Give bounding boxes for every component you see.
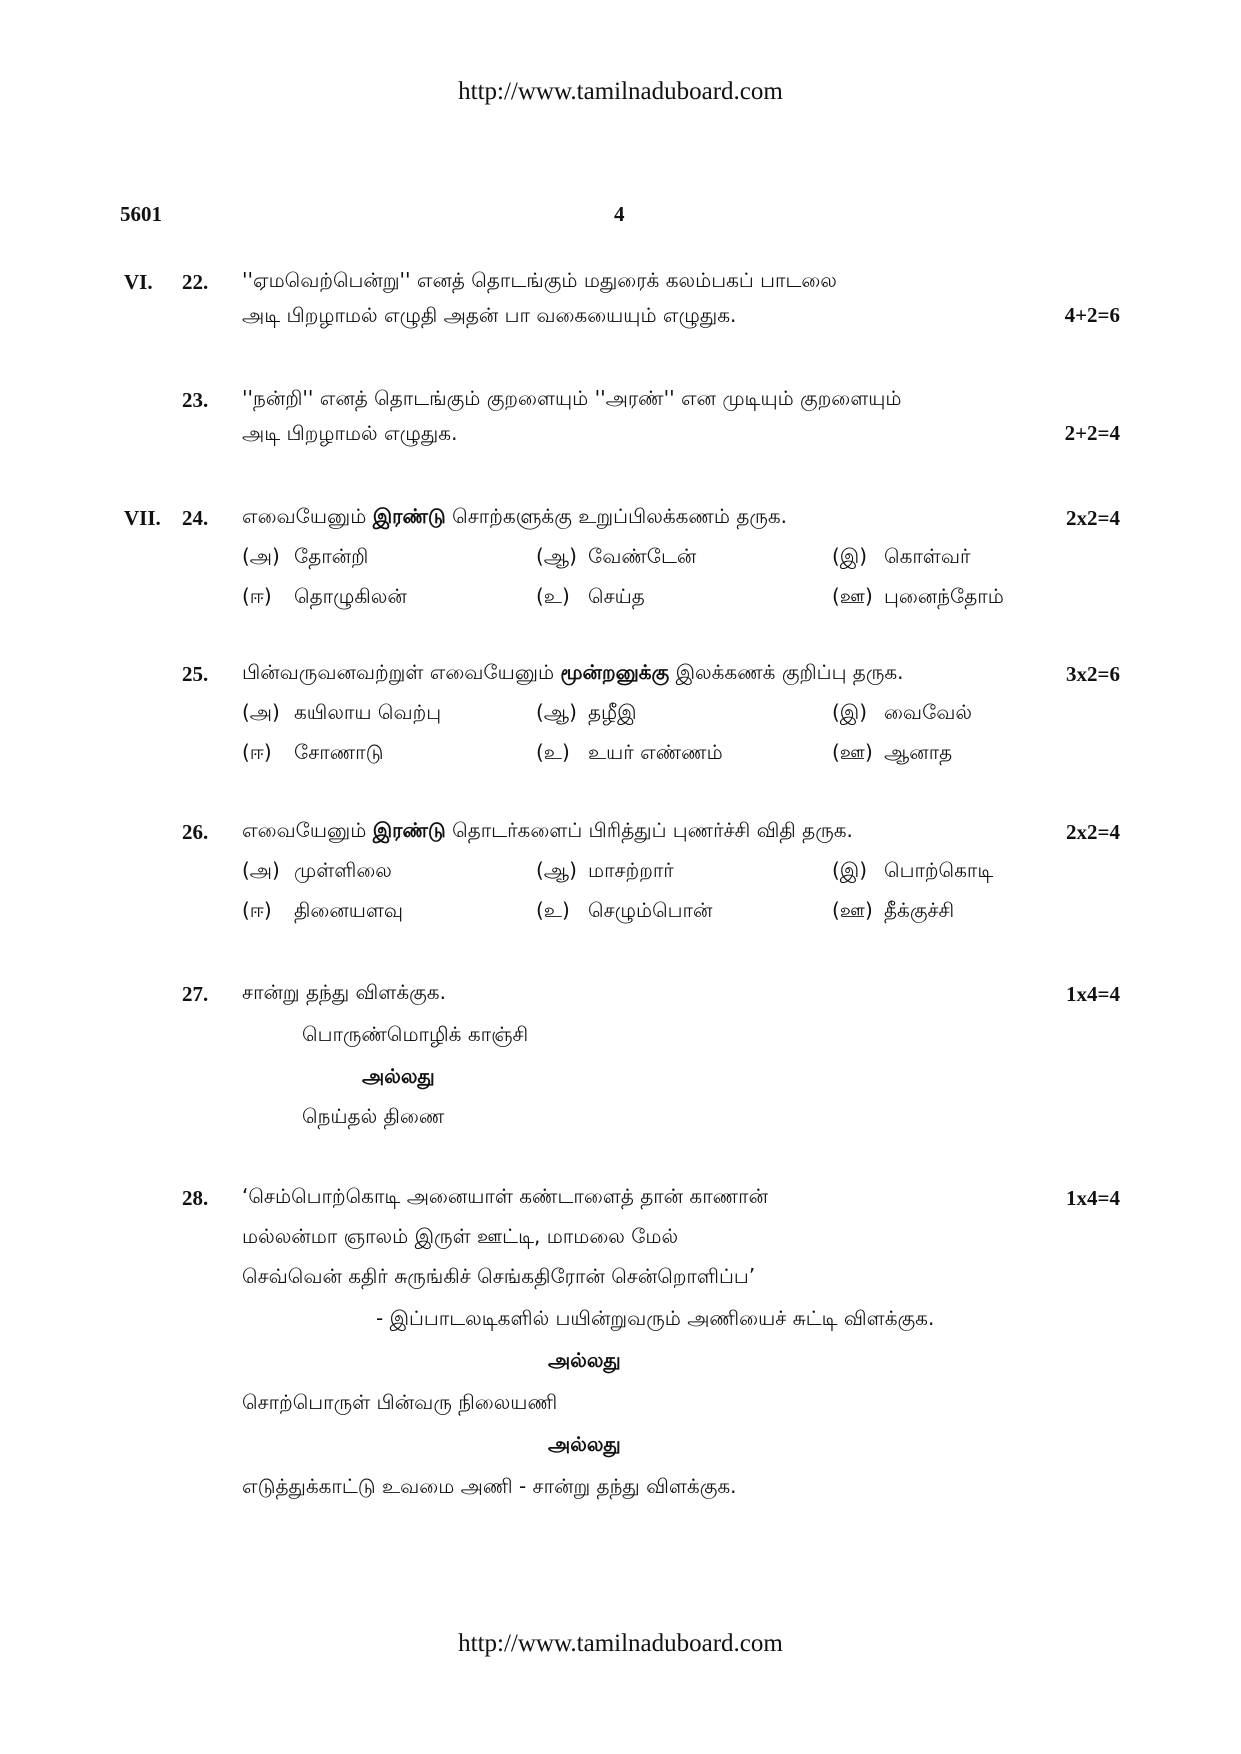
q25-option-u: (உ) உயர் எண்ணம் — [536, 740, 723, 764]
q23-marks: 2+2=4 — [1064, 421, 1120, 445]
q25-number: 25. — [182, 662, 209, 686]
q25-marks: 3x2=6 — [1066, 662, 1120, 686]
page-number: 4 — [614, 202, 625, 226]
q27-marks: 1x4=4 — [1066, 982, 1120, 1006]
q23-number: 23. — [182, 388, 209, 412]
q24-option-uu: (ஊ) புனைந்தோம் — [832, 584, 1004, 608]
section-vi: VI. — [124, 270, 153, 294]
q22-line1: ''ஏமவெற்பென்று'' எனத் தொடங்கும் மதுரைக் கலம்பகப் பாடலை — [242, 268, 837, 292]
q24-marks: 2x2=4 — [1066, 506, 1120, 530]
q26-option-uu: (ஊ) தீக்குச்சி — [832, 898, 955, 922]
q26-option-u: (உ) செழும்பொன் — [536, 898, 713, 922]
q27-number: 27. — [182, 982, 209, 1006]
q25-option-aa: (ஆ) தழீஇ — [536, 700, 637, 724]
q28-number: 28. — [182, 1186, 209, 1210]
q26-option-aa: (ஆ) மாசற்றார் — [536, 858, 674, 882]
paper-code: 5601 — [120, 202, 162, 226]
q28-verse2: மல்லன்மா ஞாலம் இருள் ஊட்டி, மாமலை மேல் — [242, 1224, 679, 1248]
q27-or: அல்லது — [362, 1064, 435, 1088]
q24-option-ii: (ஈ) தொழுகிலன் — [242, 584, 407, 608]
q26-number: 26. — [182, 820, 209, 844]
q28-option2: சொற்பொருள் பின்வரு நிலையணி — [242, 1390, 558, 1414]
q26-question: எவையேனும் இரண்டு தொடர்களைப் பிரித்துப் புணர்ச்சி விதி தருக. — [242, 818, 853, 842]
q24-option-aa: (ஆ) வேண்டேன் — [536, 544, 697, 568]
q23-line1: ''நன்றி'' எனத் தொடங்கும் குறளையும் ''அரண்'' என முடியும் குறளையும் — [242, 386, 902, 410]
q25-option-uu: (ஊ) ஆனாத — [832, 740, 953, 764]
q26-option-a: (அ) முள்ளிலை — [242, 858, 392, 882]
q24-number: 24. — [182, 506, 209, 530]
q24-pre: எவையேனும் — [242, 504, 373, 528]
q24-option-u: (உ) செய்த — [536, 584, 645, 608]
header-url: http://www.tamilnaduboard.com — [458, 78, 783, 105]
q28-or2: அல்லது — [548, 1432, 621, 1456]
q26-option-ii: (ஈ) தினையளவு — [242, 898, 404, 922]
q22-line2: அடி பிறழாமல் எழுதி அதன் பா வகையையும் எழுதுக. — [242, 303, 737, 327]
q27-option1: பொருண்மொழிக் காஞ்சி — [302, 1022, 529, 1046]
q25-option-i: (இ) வைவேல் — [832, 700, 973, 724]
q22-number: 22. — [182, 270, 209, 294]
section-vii: VII. — [124, 506, 161, 530]
q28-option3: எடுத்துக்காட்டு உவமை அணி - சான்று தந்து விளக்குக. — [242, 1474, 737, 1498]
q27-question: சான்று தந்து விளக்குக. — [242, 980, 446, 1004]
q25-option-a: (அ) கயிலாய வெற்பு — [242, 700, 442, 724]
q28-or1: அல்லது — [548, 1348, 621, 1372]
q28-verse1: ‘செம்பொற்கொடி அனையாள் கண்டாளைத் தான் காணான் — [242, 1184, 768, 1208]
q24-question — [242, 504, 787, 531]
q26-marks: 2x2=4 — [1066, 820, 1120, 844]
q27-option2: நெய்தல் திணை — [302, 1104, 445, 1128]
q26-option-i: (இ) பொற்கொடி — [832, 858, 994, 882]
footer-url: http://www.tamilnaduboard.com — [458, 1630, 783, 1657]
q24-bold: இரண்டு — [372, 504, 446, 528]
q28-marks: 1x4=4 — [1066, 1186, 1120, 1210]
q28-verse3: செவ்வென் கதிர் சுருங்கிச் செங்கதிரோன் சென்றொளிப்ப’ — [242, 1264, 756, 1288]
q25-question: பின்வருவனவற்றுள் எவையேனும் மூன்றனுக்கு இலக்கணக் குறிப்பு தருக. — [242, 660, 904, 684]
q25-option-ii: (ஈ) சோணாடு — [242, 740, 384, 764]
q22-marks: 4+2=6 — [1064, 303, 1120, 327]
q24-option-a: (அ) தோன்றி — [242, 544, 369, 568]
q24-option-i: (இ) கொள்வர் — [832, 544, 971, 568]
q28-instruction: - இப்பாடலடிகளில் பயின்றுவரும் அணியைச் சுட்டி விளக்குக. — [376, 1306, 935, 1330]
q24-post: சொற்களுக்கு உறுப்பிலக்கணம் தருக. — [445, 504, 788, 528]
q23-line2: அடி பிறழாமல் எழுதுக. — [242, 421, 458, 445]
